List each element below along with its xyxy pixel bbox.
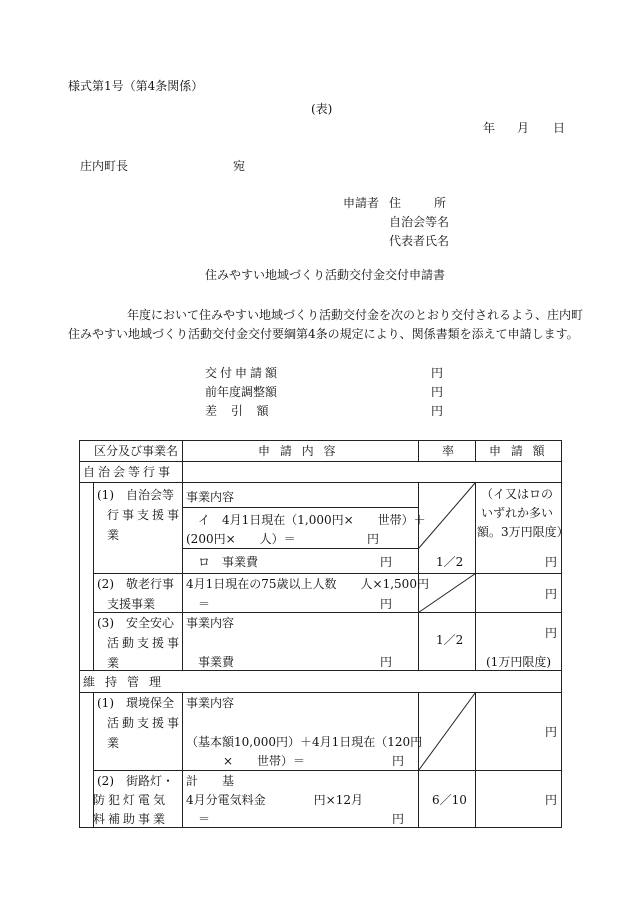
- item1-amount-note-line3: 額。3万円限度）: [477, 525, 569, 539]
- item5-name-line3: 料補助事業: [93, 812, 169, 826]
- section-residents-events: 自治会等行事: [83, 465, 174, 479]
- representative-label: 代表者氏名: [389, 234, 450, 248]
- item1-amount-note-line2: いずれか多い: [481, 506, 554, 520]
- net-amount-yen: 円: [431, 404, 444, 418]
- item3-amount-note: (1万円限度): [486, 655, 551, 669]
- date-year-label: 年: [483, 121, 496, 135]
- item3-name-line3: 業: [107, 656, 120, 670]
- item1-cost-yen: 円: [380, 555, 393, 569]
- item1-amount-yen: 円: [545, 555, 558, 569]
- body-line-2: 住みやすい地域づくり活動交付金交付要綱第4条の規定により、関係書類を添えて申請します。: [68, 327, 579, 341]
- applicant-label: 申請者: [343, 196, 380, 210]
- addressee: 庄内町長: [80, 159, 129, 173]
- header-rate: 率: [442, 444, 455, 458]
- item1-formula-line2: (200円× 人）＝: [186, 532, 296, 546]
- item3-content-title: 事業内容: [186, 616, 235, 630]
- date-month-label: 月: [517, 121, 530, 135]
- item4-name-line1: (1) 環境保全: [97, 696, 174, 710]
- item4-name-line2: 活動支援事: [107, 716, 183, 730]
- item1-name-line2: 行事支援事: [107, 508, 183, 522]
- address-label-2: 所: [434, 196, 447, 210]
- item4-name-line3: 業: [107, 736, 120, 750]
- item5-content-line1: 計 基: [186, 774, 235, 788]
- item5-name-line2: 防犯灯電気: [93, 793, 169, 807]
- item5-content-yen: 円: [392, 812, 405, 826]
- form-number: 様式第1号（第4条関係）: [68, 79, 204, 93]
- item1-cost-label: ロ 事業費: [198, 555, 259, 569]
- item3-name-line1: (3) 安全安心: [97, 616, 174, 630]
- item5-content-line2: 4月分電気料金 円×12月: [186, 793, 363, 807]
- item5-amount-yen: 円: [545, 793, 558, 807]
- header-amount: 申 請 額: [489, 444, 548, 458]
- form-side-label: (表): [311, 102, 333, 116]
- item5-name-line1: (2) 街路灯・: [97, 774, 174, 788]
- date-day-label: 日: [553, 121, 566, 135]
- item2-amount-yen: 円: [545, 587, 558, 601]
- item2-name-line2: 支援事業: [107, 597, 156, 611]
- item2-content-line1: 4月1日現在の75歳以上人数 人×1,500円: [186, 577, 429, 591]
- item3-amount-yen: 円: [545, 626, 558, 640]
- adjustment-amount-label: 前年度調整額: [205, 385, 278, 399]
- item1-rate: 1／2: [436, 555, 464, 569]
- item1-formula-yen: 円: [367, 532, 380, 546]
- item3-rate: 1／2: [436, 633, 464, 647]
- header-content: 申 請 内 容: [258, 444, 339, 458]
- item1-name-line1: (1) 自治会等: [97, 488, 174, 502]
- item3-cost-label: 事業費: [198, 655, 235, 669]
- item1-name-line3: 業: [107, 528, 120, 542]
- item4-amount-yen: 円: [545, 725, 558, 739]
- item4-content-title: 事業内容: [186, 696, 235, 710]
- item5-content-line3: ＝: [198, 812, 211, 826]
- requested-amount-label: 交付申請額: [205, 366, 281, 380]
- item2-content-line2: ＝: [198, 597, 211, 611]
- body-line-1: 年度において住みやすい地域づくり活動交付金を次のとおり交付されるよう、庄内町: [127, 308, 584, 322]
- item1-amount-note-line1: （イ又はロの: [481, 487, 554, 501]
- section-maintenance: 維持管理: [83, 675, 172, 689]
- item4-content-line1: （基本額10,000円）＋4月1日現在（120円: [186, 735, 423, 749]
- item2-content-yen: 円: [380, 597, 393, 611]
- item3-cost-yen: 円: [380, 655, 393, 669]
- item1-formula-line1: イ 4月1日現在（1,000円× 世帯）＋: [198, 513, 426, 527]
- item1-content-title: 事業内容: [186, 490, 235, 504]
- net-amount-label: 差 引 額: [205, 404, 274, 418]
- address-label-1: 住: [389, 196, 402, 210]
- item4-content-line2: × 世帯）＝: [223, 754, 306, 768]
- item3-name-line2: 活動支援事: [107, 636, 183, 650]
- item5-rate: 6／10: [432, 793, 467, 807]
- adjustment-amount-yen: 円: [431, 385, 444, 399]
- header-category: 区分及び事業名: [94, 444, 179, 458]
- requested-amount-yen: 円: [431, 366, 444, 380]
- addressee-suffix: 宛: [233, 159, 246, 173]
- association-label: 自治会等名: [389, 215, 450, 229]
- document-title: 住みやすい地域づくり活動交付金交付申請書: [205, 268, 446, 282]
- item4-content-yen: 円: [392, 754, 405, 768]
- item2-name-line1: (2) 敬老行事: [97, 577, 174, 591]
